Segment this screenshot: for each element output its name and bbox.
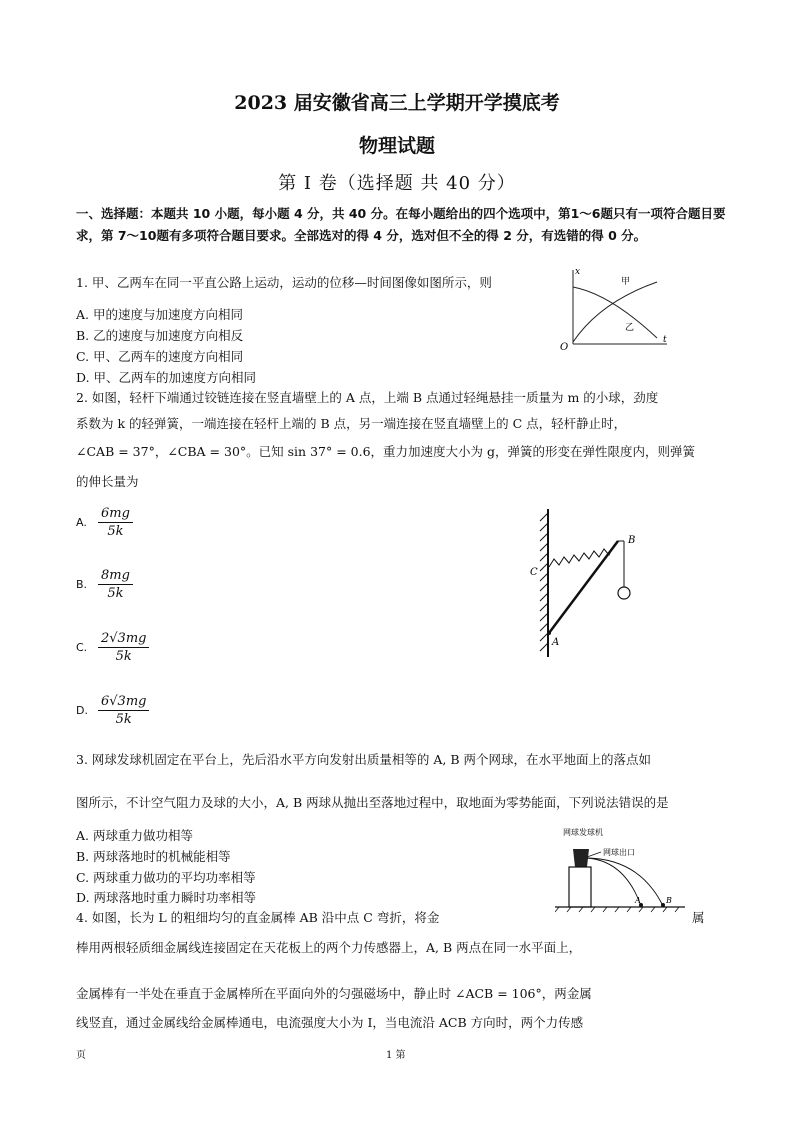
- q2-line-3: ∠CAB = 37°，∠CBA = 30°。已知 sin 37° = 0.6，重力加速度大小为 g，弹簧的形变在弹性限度内，则弹簧: [76, 444, 695, 459]
- q1-xt-graph: [555, 262, 675, 354]
- jia-label: 甲: [621, 277, 631, 287]
- q2-option-d: D. $\frac{6√3mg}{5k}$: [76, 694, 149, 727]
- jia-curve: [573, 287, 657, 338]
- q1-stem: 1. 甲、乙两车在同一平直公路上运动，运动的位移—时间图像如图所示，则: [76, 275, 492, 290]
- launcher-label: 网球发球机: [563, 828, 603, 837]
- trajectory-a: [587, 858, 641, 906]
- q3-line-1: 3. 网球发球机固定在平台上，先后沿水平方向发射出质量相等的 A, B 两个网球，在水平地面上的落点如: [76, 752, 652, 767]
- q4-line-1: 4. 如图，长为 L 的粗细均匀的直金属棒 AB 沿中点 C 弯折，将金: [76, 910, 440, 925]
- hinge-a: [547, 631, 551, 635]
- t-axis-label: t: [663, 335, 667, 345]
- q3-option-b: B. 两球落地时的机械能相等: [76, 849, 231, 864]
- yi-label: 乙: [625, 323, 635, 333]
- ground-hatching: [555, 907, 679, 912]
- q1-option-c: C. 甲、乙两车的速度方向相同: [76, 349, 244, 364]
- section-title: 第 I 卷（选择题 共 40 分）: [278, 173, 516, 194]
- outlet-pointer: [587, 852, 601, 857]
- wall-hatching: [540, 513, 548, 651]
- q2-line-1: 2. 如图，轻杆下端通过铰链连接在竖直墙壁上的 A 点，上端 B 点通过轻绳悬挂一质量为 m 的小球，劲度: [76, 390, 659, 405]
- spring: [549, 541, 618, 567]
- outlet-label: 网球出口: [603, 848, 635, 857]
- label-a: A: [552, 637, 560, 648]
- label-b: B: [666, 896, 672, 905]
- q2-option-c: C. $\frac{2√3mg}{5k}$: [76, 631, 149, 664]
- footer-left: 页: [76, 1050, 86, 1061]
- page-number: 1 第: [386, 1050, 406, 1061]
- q3-option-c: C. 两球重力做功的平均功率相等: [76, 870, 256, 885]
- launcher-machine: [573, 849, 589, 867]
- q4-line-4: 线竖直，通过金属线给金属棒通电，电流强度大小为 I，当电流沿 ACB 方向时，两个力传感: [76, 1015, 584, 1030]
- q4-line-3: 金属棒有一半处在垂直于金属棒所在平面向外的匀强磁场中，静止时 ∠ACB = 106°，两金属: [76, 986, 592, 1001]
- q2-option-a: A. $\frac{6mg}{5k}$: [76, 506, 133, 539]
- q4-line-2: 棒用两根轻质细金属线连接固定在天花板上的两个力传感器上，A, B 两点在同一水平面上，: [76, 940, 582, 955]
- subject-title: 物理试题: [358, 135, 435, 157]
- q3-option-a: A. 两球重力做功相等: [76, 828, 193, 843]
- trajectory-b: [587, 858, 663, 906]
- label-c: C: [530, 567, 538, 578]
- label-a: A: [635, 896, 641, 905]
- exam-title: 2023 届安徽省高三上学期开学摸底考: [234, 92, 560, 114]
- q1-option-d: D. 甲、乙两车的加速度方向相同: [76, 370, 257, 385]
- x-axis-label: x: [575, 267, 581, 277]
- ball-b: [661, 903, 665, 907]
- q2-line-4: 的伸长量为: [76, 474, 139, 489]
- q2-option-b: B. $\frac{8mg}{5k}$: [76, 568, 133, 601]
- platform: [569, 867, 591, 907]
- label-b: B: [628, 535, 636, 546]
- q3-option-d: D. 两球落地时重力瞬时功率相等: [76, 890, 257, 905]
- q2-rod-spring-figure: [520, 505, 650, 660]
- q3-line-2: 图所示，不计空气阻力及球的大小，A, B 两球从抛出至落地过程中，取地面为零势能面，下列说法错误的是: [76, 795, 669, 810]
- light-rod: [549, 541, 618, 633]
- section-instructions: 一、选择题：本题共 10 小题，每小题 4 分，共 40 分。在每小题给出的四个选项中，第1～6题只有一项符合题目要求，第 7～10题有多项符合题目要求。全部选对的得 4 分，选对但不全的得 2 分，有选错的得 0 分。: [76, 206, 726, 243]
- q1-option-a: A. 甲的速度与加速度方向相同: [76, 307, 243, 322]
- q3-ball-launcher-figure: [555, 823, 685, 913]
- q2-line-2: 系数为 k 的轻弹簧，一端连接在轻杆上端的 B 点，另一端连接在竖直墙壁上的 C 点，轻杆静止时，: [76, 416, 627, 431]
- hanging-ball: [618, 587, 630, 599]
- yi-curve: [573, 282, 657, 342]
- q4-line-1-end: 属: [692, 910, 705, 925]
- q1-option-b: B. 乙的速度与加速度方向相反: [76, 328, 244, 343]
- origin-label: O: [560, 342, 569, 353]
